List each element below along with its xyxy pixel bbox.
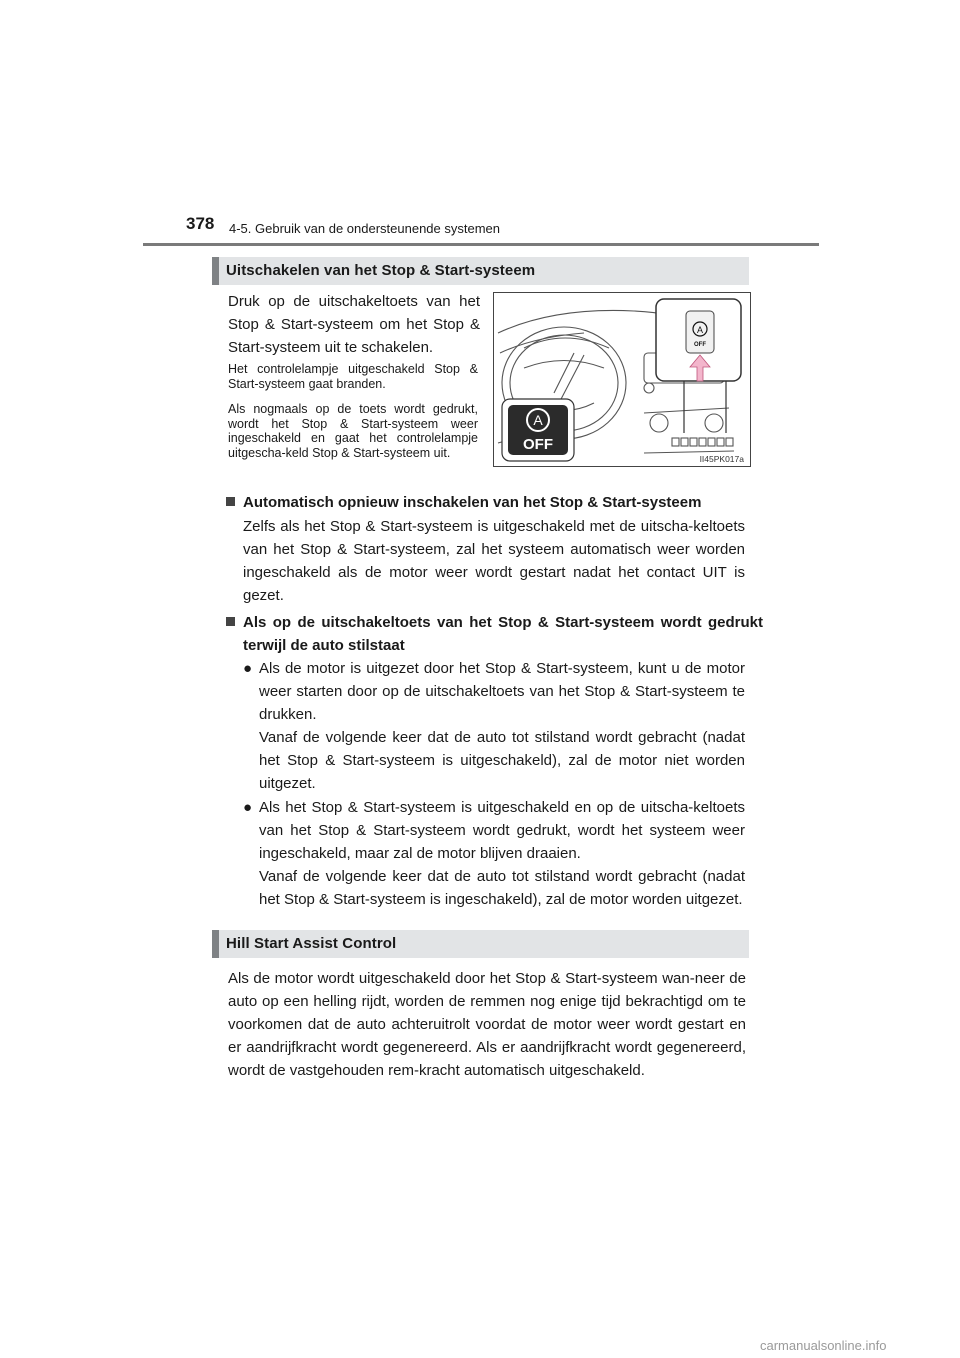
watermark: carmanualsonline.info	[760, 1338, 887, 1353]
callout-button-label: OFF	[694, 342, 706, 348]
section-title-bar	[212, 930, 749, 958]
subheading-button-stationary: Als op de uitschakeltoets van het Stop & Start-systeem wordt gedrukt terwijl de auto stilstaat	[226, 611, 763, 657]
figure-code: II45PK017a	[699, 454, 744, 464]
bullet-engine-stopped-followup: Vanaf de volgende keer dat de auto tot stilstand wordt gebracht (nadat het Stop & Start-systeem is uitgeschakeld), zal de motor niet worden uitgezet.	[259, 729, 745, 792]
dashboard-illustration	[493, 292, 751, 467]
bullet-dot-icon: ●	[243, 799, 253, 816]
square-bullet-icon	[226, 497, 235, 506]
square-bullet-icon	[226, 617, 235, 626]
hill-start-paragraph: Als de motor wordt uitgeschakeld door het Stop & Start-systeem wan-neer de auto op een helling rijdt, worden de remmen nog enige tijd bekrachtigd om te voorkomen dat de auto achteruitrolt voordat de motor weer wordt gestart en er aandrijfkracht wordt gegenereerd. Als er aandrijfkracht wordt gegenereerd, wordt de vastgehouden rem-kracht automatisch uitgeschakeld.	[228, 970, 746, 1079]
note-indicator-on: Het controlelampje uitgeschakeld Stop & Start-systeem gaat branden.	[228, 362, 478, 391]
callout-button-symbol: A	[696, 325, 704, 335]
bullet-system-off-followup: Vanaf de volgende keer dat de auto tot stilstand wordt gebracht (nadat het Stop & Start-systeem is ingeschakeld), zal de motor worden uitgezet.	[259, 868, 745, 908]
section-title: Hill Start Assist Control	[226, 935, 397, 952]
intro-paragraph: Druk op de uitschakeltoets van het Stop & Start-systeem om het Stop & Start-systeem uit te schakelen.	[228, 293, 480, 356]
indicator-symbol: A	[533, 412, 543, 428]
page-number: 378	[186, 214, 215, 233]
bullet-dot-icon: ●	[243, 660, 253, 677]
bullet-engine-stopped: Als de motor is uitgezet door het Stop & Start-systeem, kunt u de motor weer starten door op de uitschakeltoets van het Stop & Start-systeem te drukken.	[259, 660, 745, 723]
auto-restart-paragraph: Zelfs als het Stop & Start-systeem is uitgeschakeld met de uitscha-keltoets van het Stop & Start-systeem, zal het systeem automatisch weer worden ingeschakeld als de motor weer wordt gestart nadat het contact UIT is gezet.	[243, 518, 745, 604]
header-rule	[143, 243, 819, 246]
bullet-system-off: Als het Stop & Start-systeem is uitgeschakeld en op de uitscha-keltoets van het Stop & Start-systeem wordt gedrukt, wordt het systeem weer ingeschakeld, maar zal de motor blijven draaien.	[259, 799, 745, 862]
indicator-label: OFF	[523, 436, 553, 453]
section-tab-marker	[212, 930, 219, 958]
section-tab-marker	[212, 257, 219, 285]
section-title: Uitschakelen van het Stop & Start-systeem	[226, 262, 536, 279]
section-title-bar	[212, 257, 749, 285]
chapter-heading: 4-5. Gebruik van de ondersteunende systemen	[229, 221, 501, 236]
note-press-again: Als nogmaals op de toets wordt gedrukt, wordt het Stop & Start-systeem weer ingeschakeld en gaat het controlelampje uitgescha-keld Stop & Start-systeem uit.	[228, 402, 478, 460]
subheading-auto-restart: Automatisch opnieuw inschakelen van het Stop & Start-systeem	[226, 491, 701, 514]
